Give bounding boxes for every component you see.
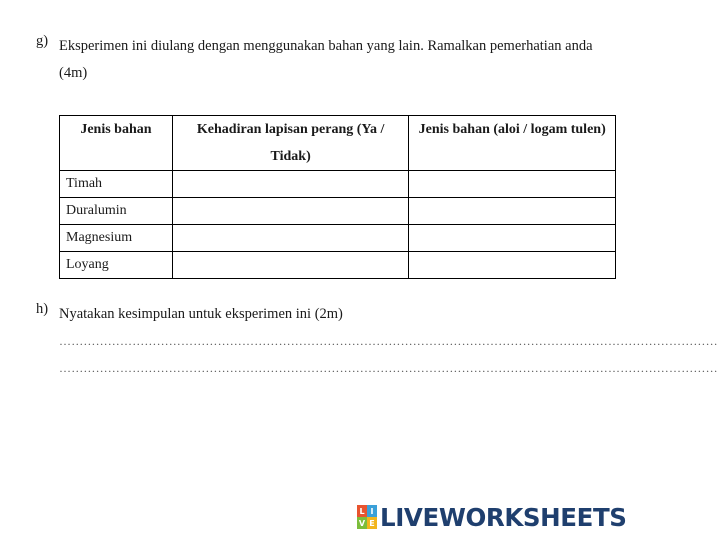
answer-cell-type[interactable] (409, 171, 616, 198)
table-row (60, 225, 616, 252)
answer-cell-type[interactable] (409, 198, 616, 225)
logo-text: LIVEWORKSHEETS (380, 502, 627, 532)
question-text: Nyatakan kesimpulan untuk eksperimen ini (2m) (59, 306, 343, 322)
table-row (60, 252, 616, 279)
question-number: g) (36, 33, 49, 49)
header-jenis-bahan-aloi: Jenis bahan (aloi / logam tulen) (409, 116, 616, 171)
material-cell: Timah (60, 171, 173, 198)
liveworksheets-logo (357, 502, 627, 532)
material-cell: Duralumin (60, 198, 173, 225)
answer-cell-layer[interactable] (172, 171, 409, 198)
answer-cell-layer[interactable] (172, 225, 409, 252)
answer-cell-layer[interactable] (172, 252, 409, 279)
table-header-row (60, 116, 616, 171)
table-row (60, 171, 616, 198)
live-blocks-icon: L I V E (357, 505, 377, 529)
question-number: h) (36, 301, 49, 317)
header-kehadiran-lapisan: Kehadiran lapisan perang (Ya / Tidak) (172, 116, 409, 171)
answer-cell-type[interactable] (409, 252, 616, 279)
header-jenis-bahan: Jenis bahan (60, 116, 173, 171)
answer-line[interactable]: ……………………………………………………………………………………………………………………………………………… (59, 334, 718, 348)
material-cell: Magnesium (60, 225, 173, 252)
table-row (60, 198, 616, 225)
observation-table (59, 115, 616, 279)
question-text: Eksperimen ini diulang dengan menggunakan bahan yang lain. Ramalkan pemerhatian anda (4m) (59, 38, 593, 81)
answer-cell-layer[interactable] (172, 198, 409, 225)
answer-cell-type[interactable] (409, 225, 616, 252)
material-cell: Loyang (60, 252, 173, 279)
answer-line[interactable]: ……………………………………………………………………………………………………………………………………………… (59, 361, 718, 375)
